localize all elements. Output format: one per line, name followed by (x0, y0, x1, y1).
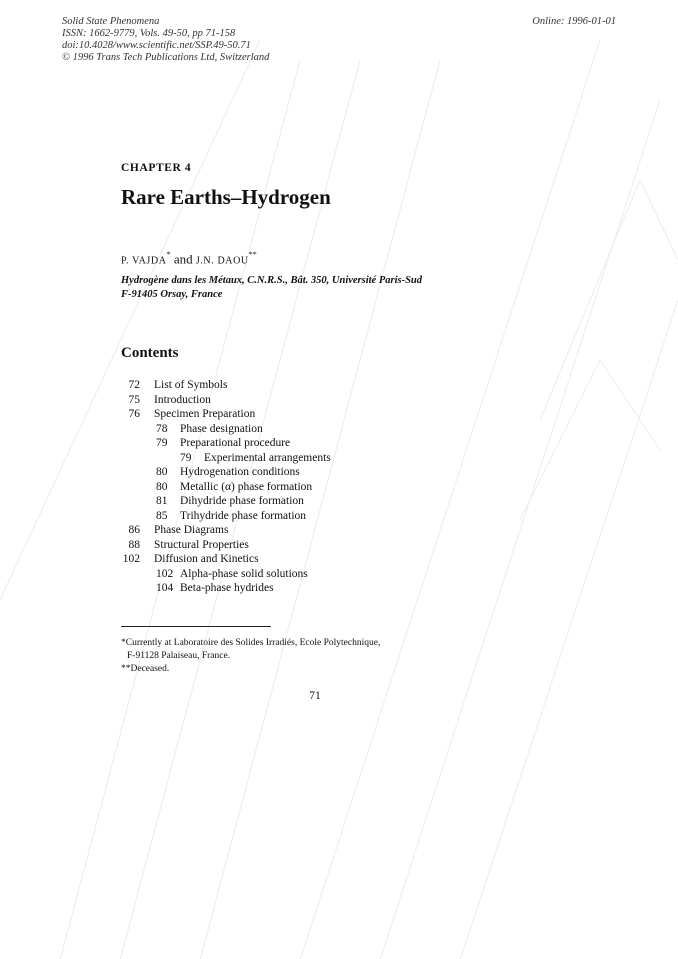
toc-entry-title: Phase designation (180, 422, 263, 435)
footnote-1: *Currently at Laboratoire des Solides Irradiés, Ecole Polytechnique, (121, 638, 381, 648)
author-1: P. VAJDA (121, 255, 167, 267)
toc-entry-title: Experimental arrangements (204, 451, 331, 464)
toc-entry-title: Phase Diagrams (154, 524, 229, 536)
toc-entry-title: Introduction (154, 393, 211, 406)
author-1-mark: * (166, 250, 171, 259)
toc-entry-title: Diffusion and Kinetics (154, 553, 259, 565)
toc-page-number: 72 (128, 379, 140, 391)
author-line (121, 251, 257, 267)
toc-page-number: 80 (156, 480, 168, 493)
footnote-rule (121, 626, 271, 627)
author-2-mark: ** (248, 250, 257, 259)
toc-page-number: 78 (156, 422, 168, 435)
contents-heading: Contents (121, 345, 179, 361)
affiliation-line-1: Hydrogène dans les Métaux, C.N.R.S., Bât. 350, Université Paris-Sud (121, 275, 423, 286)
footnote-1-continued: F-91128 Palaiseau, France. (127, 651, 231, 661)
chapter-label: CHAPTER 4 (121, 162, 192, 174)
toc-page-number: 102 (122, 553, 140, 565)
toc-entry-title: Dihydride phase formation (180, 495, 304, 507)
toc-page-number: 75 (128, 393, 140, 406)
online-date: Online: 1996-01-01 (532, 16, 616, 27)
toc-page-number: 79 (180, 451, 192, 464)
journal-header (62, 16, 269, 64)
toc-entry-title: Beta-phase hydrides (180, 582, 274, 594)
affiliation-line-2: F-91405 Orsay, France (121, 289, 223, 300)
author-2: J.N. DAOU (195, 255, 249, 267)
toc-page-number: 86 (128, 524, 140, 536)
journal-issn: ISSN: 1662-9779, Vols. 49-50, pp 71-158 (62, 28, 236, 39)
author-conjunction: and (173, 251, 193, 267)
toc-page-number: 88 (128, 538, 140, 551)
toc-page-number: 102 (156, 567, 174, 580)
journal-name: Solid State Phenomena (62, 16, 160, 27)
journal-doi: doi:10.4028/www.scientific.net/SSP.49-50.71 (62, 40, 251, 51)
toc-page-number: 79 (156, 437, 168, 449)
toc-entry-title: Specimen Preparation (154, 408, 256, 420)
toc-page-number: 85 (156, 509, 168, 522)
toc-page-number: 81 (156, 495, 168, 507)
toc-entry-title: Trihydride phase formation (180, 509, 307, 522)
toc-entry-title: Preparational procedure (180, 437, 291, 449)
page-title: Rare Earths–Hydrogen (121, 185, 331, 209)
toc-entry-title: Metallic (α) phase formation (180, 480, 313, 493)
page-number: 71 (309, 690, 321, 702)
toc-entry-title: Hydrogenation conditions (180, 466, 300, 478)
toc-entry-title: List of Symbols (154, 379, 228, 391)
journal-copyright: © 1996 Trans Tech Publications Ltd, Switzerland (62, 52, 270, 63)
toc-entry-title: Alpha-phase solid solutions (180, 567, 308, 580)
toc-page-number: 80 (156, 466, 168, 478)
toc-page-number: 104 (156, 582, 174, 594)
toc-entry-title: Structural Properties (154, 538, 249, 551)
toc-page-number: 76 (128, 408, 140, 420)
affiliation (121, 274, 422, 302)
footnote-2: **Deceased. (121, 664, 170, 674)
